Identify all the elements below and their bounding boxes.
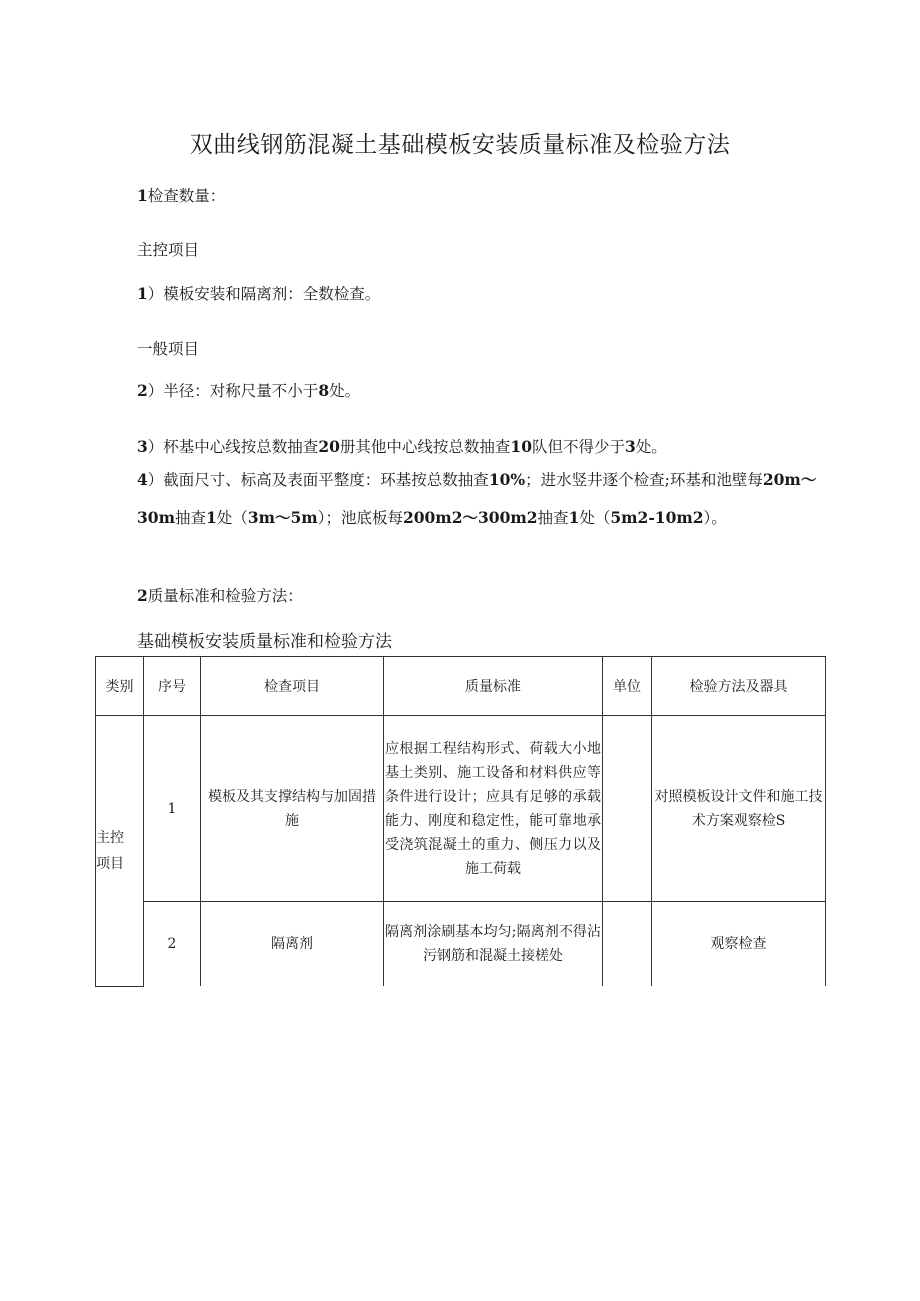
item-4-text-2: ；进水竖井逐个检查;环基和池壁每 (525, 471, 763, 489)
category-label: 主控项目 (96, 829, 124, 872)
quality-standard-cell (384, 716, 603, 902)
item-4-range-4: 5m2-10m2 (610, 508, 704, 527)
item-4-percent: 10% (488, 470, 526, 489)
quality-standard-cell (384, 902, 603, 987)
item-4-range-3: 200m2～300m2 (402, 508, 538, 527)
item-4-text-1: ）截面尺寸、标高及表面平整度：环基按总数抽查 (147, 471, 489, 489)
check-item-cell (201, 716, 384, 902)
quality-standard-text: 应根据工程结构形式、荷载大小地基土类别、施工设备和材料供应等条件进行设计；应具有足够的承载能力、刚度和稳定性，能可靠地承受浇筑混凝土的重力、侧压力以及施工荷载 (385, 740, 601, 877)
item-3-count-a: 20 (318, 437, 340, 456)
section-2-heading (137, 584, 303, 606)
header-check-item: 检查项目 (201, 657, 384, 716)
row-number: 1 (144, 716, 201, 902)
header-category: 类别 (96, 657, 144, 716)
unit-cell (603, 716, 652, 902)
item-1-text: ）模板安装和隔离剂：全数检查。 (147, 285, 381, 303)
category-cell (96, 716, 144, 987)
main-items-heading: 主控项目 (137, 241, 200, 259)
item-4-text-8: ）。 (703, 509, 727, 527)
table-header-row (96, 657, 826, 716)
item-3-text-b: 册其他中心线按总数抽查 (339, 438, 511, 456)
table-caption: 基础模板安装质量标准和检验方法 (137, 632, 392, 652)
item-2 (137, 379, 360, 401)
item-4-count-1: 1 (206, 508, 217, 527)
item-4-text-4: 处（ (216, 509, 248, 527)
item-3-suffix: 处。 (635, 438, 667, 456)
item-4-text-5: ）；池底板每 (317, 509, 403, 527)
item-3-text-a: ）杯基中心线按总数抽查 (147, 438, 319, 456)
item-4-text-7: 处（ (579, 509, 611, 527)
quality-standard-table (95, 656, 826, 987)
item-4-text-3: 抽查 (174, 509, 206, 527)
section-2-label: 质量标准和检验方法： (147, 587, 303, 605)
item-2-count: 8 (318, 381, 330, 400)
page-title: 双曲线钢筋混凝土基础模板安装质量标准及检验方法 (189, 132, 731, 158)
header-number: 序号 (144, 657, 201, 716)
method-cell (652, 902, 826, 987)
item-2-text: ）半径：对称尺量不小于 (147, 382, 319, 400)
item-1 (137, 282, 380, 304)
table-row (96, 716, 826, 902)
method-cell (652, 716, 826, 902)
method-text: 观察检查 (710, 936, 767, 952)
item-2-suffix: 处。 (329, 382, 361, 400)
item-4 (137, 461, 827, 537)
item-3-text-c: 队但不得少于 (531, 438, 625, 456)
item-4-range-1: 20m～30m (137, 470, 817, 527)
item-4-number: 4 (137, 470, 148, 489)
item-1-number: 1 (137, 284, 148, 303)
section-1-label: 检查数量： (147, 187, 226, 205)
check-item-cell (201, 902, 384, 987)
table-row (96, 902, 826, 987)
section-1-number: 1 (137, 186, 148, 205)
method-text: 对照模板设计文件和施工技术方案观察检S (654, 788, 823, 829)
section-1-heading (137, 184, 225, 206)
unit-cell (603, 902, 652, 987)
check-item-text: 隔离剂 (271, 936, 313, 952)
item-4-text-6: 抽查 (537, 509, 569, 527)
header-quality-standard: 质量标准 (384, 657, 603, 716)
item-3-count-c: 3 (625, 437, 636, 456)
item-3-number: 3 (137, 437, 148, 456)
header-unit: 单位 (603, 657, 652, 716)
check-item-text: 模板及其支撑结构与加固措施 (208, 788, 376, 829)
quality-standard-text: 隔离剂涂刷基本均匀;隔离剂不得沾污钢筋和混凝土接槎处 (385, 924, 601, 964)
item-4-count-2: 1 (568, 508, 580, 527)
header-method: 检验方法及器具 (652, 657, 826, 716)
item-3 (137, 435, 667, 457)
item-3-count-b: 10 (510, 437, 532, 456)
row-number: 2 (144, 902, 201, 987)
section-2-number: 2 (137, 586, 148, 605)
general-items-heading: 一般项目 (137, 340, 200, 358)
item-2-number: 2 (137, 381, 148, 400)
item-4-range-2: 3m～5m (247, 508, 318, 527)
